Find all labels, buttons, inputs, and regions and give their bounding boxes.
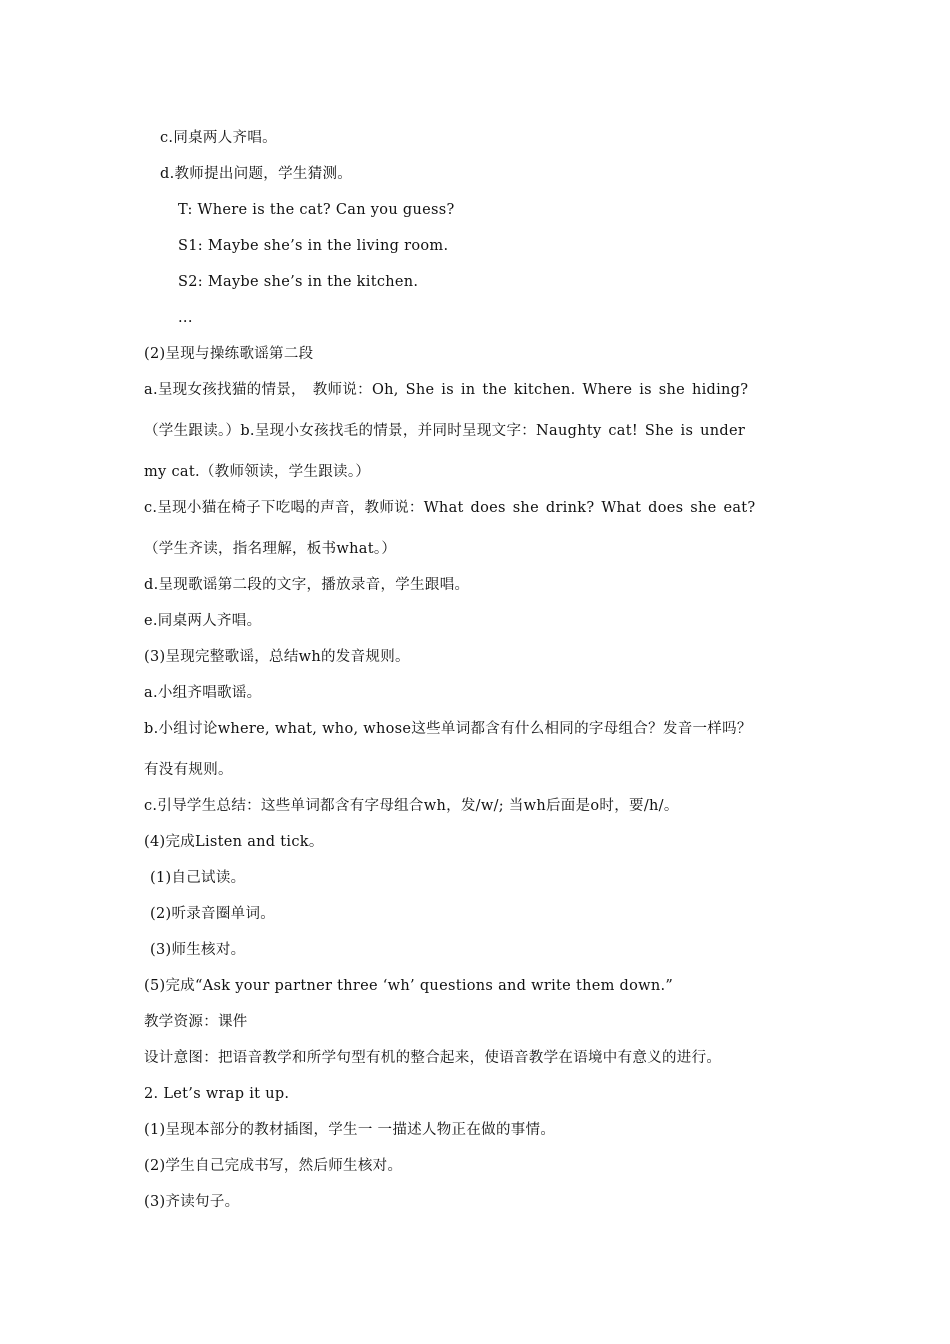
text-line: 教学资源：课件	[144, 1014, 248, 1030]
text-line: c.同桌两人齐唱。	[160, 130, 277, 146]
text-line: c.引导学生总结：这些单词都含有字母组合wh，发/w/; 当wh后面是o时，要/h/。	[144, 798, 679, 814]
text-line: (3)齐读句子。	[144, 1194, 240, 1210]
text-line: my cat.（教师领读，学生跟读。）	[144, 464, 371, 480]
text-line: （学生跟读。）b.呈现小女孩找毛的情景，并同时呈现文字：Naughty cat! She is under	[144, 423, 746, 439]
dialogue-line: S2: Maybe she’s in the kitchen.	[178, 274, 419, 290]
section-heading: (2)呈现与操练歌谣第二段	[144, 346, 314, 362]
section-heading: (3)呈现完整歌谣，总结wh的发音规则。	[144, 649, 410, 665]
dialogue-line: S1: Maybe she’s in the living room.	[178, 238, 449, 254]
text-line: （学生齐读，指名理解，板书what。）	[144, 541, 397, 557]
text-line: (2)听录音圈单词。	[150, 906, 276, 922]
text-line: d.教师提出问题，学生猜测。	[160, 166, 353, 182]
section-heading: (4)完成Listen and tick。	[144, 834, 324, 850]
text-line: a.小组齐唱歌谣。	[144, 685, 262, 701]
text-line: 有没有规则。	[144, 762, 233, 778]
text-line: (1)自己试读。	[150, 870, 246, 886]
dialogue-line: T: Where is the cat? Can you guess?	[178, 202, 455, 218]
text-line: (1)呈现本部分的教材插图，学生一 一描述人物正在做的事情。	[144, 1122, 556, 1138]
text-line: d.呈现歌谣第二段的文字，播放录音，学生跟唱。	[144, 577, 470, 593]
text-line: (3)师生核对。	[150, 942, 246, 958]
text-line: c.呈现小猫在椅子下吃喝的声音，教师说：What does she drink? What does she eat?	[144, 500, 756, 516]
section-heading: (5)完成“Ask your partner three ‘wh’ questions and write them down.”	[144, 978, 674, 994]
text-line: (2)学生自己完成书写，然后师生核对。	[144, 1158, 403, 1174]
ellipsis-line: ...	[178, 310, 193, 326]
text-line: e.同桌两人齐唱。	[144, 613, 262, 629]
section-heading: 2. Let’s wrap it up.	[144, 1086, 290, 1102]
text-line: a.呈现女孩找猫的情景， 教师说：Oh, She is in the kitchen. Where is she hiding?	[144, 382, 749, 398]
text-line: 设计意图：把语音教学和所学句型有机的整合起来，使语音教学在语境中有意义的进行。	[144, 1050, 722, 1066]
text-line: b.小组讨论where, what, who, whose这些单词都含有什么相同的字母组合？发音一样吗？	[144, 721, 752, 737]
